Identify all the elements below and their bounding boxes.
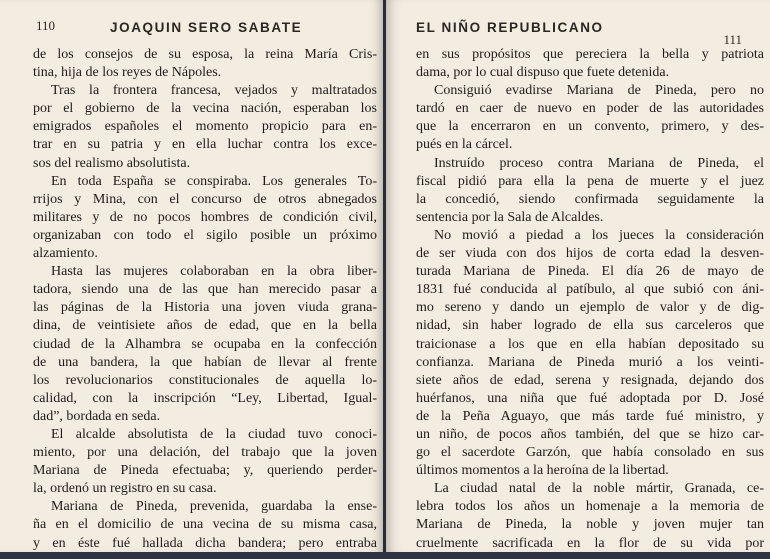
- text-line: dama, por lo cual dispuso que fuete detenida.: [416, 65, 670, 81]
- text-line: go el sacerdote Garzón, que había consolado en sus: [416, 445, 764, 461]
- text-line: Mariana de Pineda, la noble y joven mujer tan: [416, 517, 764, 533]
- text-line: ña en el domicilio de una vecina de su misma casa,: [33, 517, 377, 533]
- text-line: mo sereno y dando un ejemplo de valor y de dig-: [416, 300, 764, 316]
- text-line: Instruído proceso contra Mariana de Pineda, el: [434, 155, 764, 171]
- text-line: 1831 fué conducida al patíbulo, al que subió con áni-: [416, 282, 764, 298]
- text-line: los revolucionarios constitucionales de aquella lo-: [33, 372, 377, 388]
- text-line: ciudad de la Alhambra se ocupaba en la confección: [33, 336, 377, 352]
- text-line: sos del realismo absolutista.: [33, 155, 191, 171]
- text-line: sentencia por la Sala de Alcaldes.: [416, 209, 604, 225]
- text-line: siete años de edad, serena y resignada, dejando dos: [416, 372, 764, 388]
- left-page: [0, 0, 384, 552]
- text-line: tina, hija de los reyes de Nápoles.: [33, 65, 222, 81]
- text-line: las páginas de la Historia una joven viuda grana-: [33, 300, 377, 316]
- text-line: dina, de veintisiete años de edad, que en la bella: [33, 318, 377, 334]
- text-line: turada Mariana de Pineda. El día 26 de mayo de: [416, 264, 764, 280]
- text-line: que la encerraron en un convento, primero, y des-: [416, 119, 764, 135]
- text-line: rrijos y Mina, con el concurso de otros abnegados: [33, 191, 377, 207]
- text-line: La ciudad natal de la noble mártir, Granada, ce-: [434, 481, 764, 497]
- text-line: organizaban con todo el sigilo posible un próximo: [33, 227, 377, 243]
- text-line: lebra todos los años un homenaje a la memoria de: [416, 499, 764, 515]
- text-line: No movió a piedad a los jueces la consideración: [434, 227, 764, 243]
- text-line: Mariana de Pineda efectuaba; y, queriendo perder-: [33, 463, 377, 479]
- text-line: de ser viuda con dos hijos de corta edad la desven-: [416, 246, 764, 262]
- text-line: traicionase a los que en ella habían depositado su: [416, 336, 764, 352]
- text-line: de una bandera, la que habían de llevar al frente: [33, 354, 377, 370]
- running-head-title: EL NIÑO REPUBLICANO: [416, 20, 604, 35]
- text-line: fiscal pidió para ella la pena de muerte y el juez: [416, 173, 764, 189]
- text-line: pués en la cárcel.: [416, 137, 513, 153]
- text-line: El alcalde absolutista de la ciudad tuvo conoci-: [51, 426, 377, 442]
- text-line: confianza. Mariana de Pineda murió a los veinti-: [416, 354, 764, 370]
- background-edge: [0, 552, 770, 559]
- text-line: nidad, sin haber logrado de ella sus carceleros que: [416, 318, 764, 334]
- body-text: [416, 46, 764, 552]
- text-line: la, ordenó un registro en su casa.: [33, 481, 217, 497]
- text-line: y en éste fué hallada dicha bandera; pero entraba: [33, 535, 377, 551]
- text-line: Tras la frontera francesa, vejados y maltratados: [51, 83, 377, 99]
- text-line: la concedió, siendo confirmada seguidamente la: [416, 191, 764, 207]
- text-line: de los consejos de su esposa, la reina María Cris-: [33, 47, 377, 62]
- running-head-author: JOAQUIN SERO SABATE: [110, 20, 303, 35]
- page-number: 110: [36, 18, 56, 33]
- text-line: por el gobierno de la vecina nación, esperaban los: [33, 101, 377, 117]
- text-line: Hasta las mujeres colaboraban en la obra liber-: [51, 264, 377, 280]
- text-line: emigrados españoles el momento propicio para en-: [33, 119, 377, 135]
- text-line: últimos momentos a la heroína de la libertad.: [416, 463, 669, 479]
- right-page: [386, 0, 770, 552]
- text-line: tardó en caer de nuevo en poder de las autoridades: [416, 101, 764, 117]
- text-line: un niño, de pocos años también, del que se hizo car-: [416, 426, 764, 442]
- text-line: alzamiento.: [33, 246, 98, 262]
- text-line: Mariana de Pineda, prevenida, guardaba la ense-: [51, 499, 377, 515]
- text-line: calidad, con la inscripción “Ley, Libertad, Igual-: [33, 390, 377, 406]
- text-line: cruelmente sacrificada en la flor de su vida por: [416, 535, 764, 551]
- text-line: dad”, bordada en seda.: [33, 408, 161, 424]
- text-line: miento, por una delación, del trabajo que la joven: [33, 445, 377, 461]
- text-line: tadora, siendo una de las que han merecido pasar a: [33, 282, 377, 298]
- text-line: trar en su patria y en ella luchar contra los exce-: [33, 137, 377, 153]
- page-number: 111: [723, 32, 742, 47]
- text-line: de la Peña Aguayo, que más tarde fué ministro, y: [416, 408, 764, 424]
- text-line: En toda España se conspiraba. Los generales To-: [51, 173, 377, 189]
- text-line: en sus propósitos que pereciera la bella y patriota: [416, 47, 764, 62]
- text-line: Consiguió evadirse Mariana de Pineda, pero no: [434, 83, 764, 99]
- body-text: [33, 46, 377, 552]
- text-line: militares y de no pocos hombres de condición civil,: [33, 209, 377, 225]
- text-line: huérfanos, una niña que fué adoptada por D. José: [416, 390, 764, 406]
